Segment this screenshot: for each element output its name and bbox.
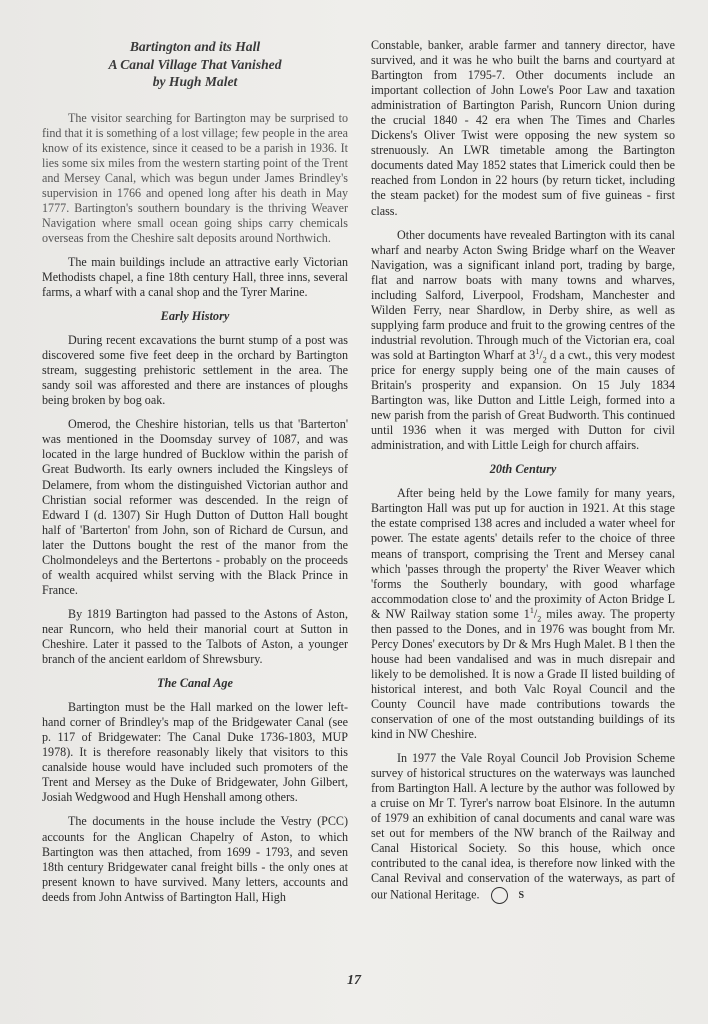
article-title bbox=[42, 38, 348, 91]
author-byline: by Hugh Malet bbox=[152, 74, 238, 89]
paragraph-1977 bbox=[371, 751, 675, 903]
paragraph-documents: The documents in the house include the Vestry (PCC) accounts for the Anglican Chapelry of Aston, to which Bartington was then attached, from 1699 - 1793, and seven 18th century Bridgewater canal freight bills - the only ones at present known to have survived. Many letters, accounts and deeds from John Antwiss of Bartington Hall, High bbox=[42, 814, 348, 904]
paragraph-buildings: The main buildings include an attractive early Victorian Methodists chapel, a fine 18th century Hall, three inns, several farms, a wharf with a canal shop and the Tyrer Marine. bbox=[42, 254, 348, 300]
page-number: 17 bbox=[347, 973, 361, 988]
right-column bbox=[371, 38, 675, 913]
paragraph-brindley-map: Bartington must be the Hall marked on the lower left-hand corner of Brindley's map of the Bridgewater Canal (see p. 117 of Bridgewater: The Canal Duke 1736-1803, MUP 1978). It is therefore reasonably likely that visitors to this canalside house would have included such promoters of the Trent and Mersey as the Duke of Bridgewater, John Gilbert, Josiah Wedgwood and Hugh Henshall among others. bbox=[42, 700, 348, 805]
paragraph-constable: Constable, banker, arable farmer and tannery director, have survived, and it was he who built the barns and courtyard at Bartington from 1795-7. Other documents include an important collection of John Lowe's Poor Law and taxation administration of Bartington Parish, Runcorn Union during the crucial 1840 - 42 era when The Times and Charles Dickens's Oliver Twist were opposing the new system so strenuously. An LWR timetable among the Bartington documents dated May 1852 states that Limerick could then be reached from London in 22 hours (by return ticket, including the steam packet) for the modest sum of five guineas - first class. bbox=[371, 38, 675, 218]
title-line-2: A Canal Village That Vanished bbox=[108, 56, 282, 72]
paragraph-excavations: During recent excavations the burnt stump of a post was discovered some five feet deep in the orchard by Bartington stream, suggesting prehistoric settlement in the area. The sandy soil was afforested and there are instances of ploughs being broken by bog oak. bbox=[42, 333, 348, 408]
paragraph-intro: The visitor searching for Bartington may be surprised to find that it is something of a lost village; few people in the area know of its existence, since it ceased to be a parish in 1936. It lies some six miles from the western starting point of the Trent and Mersey Canal, which was begun under James Brindley's supervision in 1766 and opened long after his death in May 1777. Bartington's southern boundary is the thriving Weaver Navigation where small ocean going ships carry chemicals overseas from the Cheshire salt deposits around Northwich. bbox=[42, 110, 348, 245]
heading-20th-century: 20th Century bbox=[489, 462, 557, 477]
paragraph-omerod: Omerod, the Cheshire historian, tells us that 'Barterton' was mentioned in the Doomsday survey of 1087, and was located in the large hundred of Bucklow within the parish of Great Budworth. Its early owners included the Kingsleys of Delamere, from whom the distinguished Victorian author and Christian social reformer was descended. In the reign of Edward I (d. 1307) Sir Hugh Dutton of Dutton Hall bought half of 'Barterton' from John, son of Richard de Cursun, and later the Duttons bought the rest of the manor from the Cholmondeleys and the Bertertons - probably on the proceeds of wealth acquired whilst serving with the Black Prince in France. bbox=[42, 417, 348, 597]
text-run: After being held by the Lowe family for many years, Bartington Hall was put up for auction in 1921. At this stage the estate comprised 138 acres and included a water wheel for power. The estate agents' details refer to the choice of three means of transport, comprising the Trent and Mersey canal which 'passes through the property' the River Weaver which 'forms the Southerly boundary, with good wharfage accommodation close to' and the proximity of Acton Bridge L & NW Railway station some 1 bbox=[371, 486, 675, 621]
text-run: d a cwt., this very modest price for energy supply being one of the main causes of Britain's prosperity and expansion. On 15 July 1834 Bartington was, like Dutton and Little Leigh, formed into a new parish from the parish of Great Budworth. This continued until 1936 when it was merged with Dutton for civil administration, and with Little Leigh for church affairs. bbox=[371, 347, 675, 453]
heading-canal-age: The Canal Age bbox=[156, 676, 234, 691]
paragraph-auction: After being held by the Lowe family for many years, Bartington Hall was put up for auction in 1921. At this stage the estate comprised 138 acres and included a water wheel for power. The estate agents' details refer to the choice of three means of transport, comprising the Trent and Mersey canal which 'passes through the property' the River Weaver which 'forms the Southerly boundary, with good wharfage accommodation close to' and the proximity of Acton Bridge L & NW Railway station some $1^1/_2$ miles away. The property then passed to the Dones, and in 1976 was bought from Mr. Percy Dones' executors by Dr & Mrs Hugh Malet. B l then the house had been vandalised and was in much disrepair and likely to be demolished. It is now a Grade II listed building of historical interest, and both Valc Royal Council and the County Council have made contributions towards the conservation of one of the most outstanding buildings of its kind in NW Cheshire. bbox=[371, 486, 675, 742]
text-run: Other documents have revealed Bartington with its canal wharf and nearby Acton Swing Bridge wharf on the Weaver Navigation, was a significant inland port, trading by barge, flat and narrow boats with many towns and wharves, including Salford, Liverpool, Frodsham, Manchester and Wilden Ferry, near Shardlow, in Derby shire, as well as supplying farm produce and fruit to the growing centres of the industrial revolution. Through much of the Victorian era, coal was sold at Bartington Wharf at 3 bbox=[371, 227, 675, 362]
paragraph-astons: By 1819 Bartington had passed to the Astons of Aston, near Runcorn, who held their manorial court at Sutton in Cheshire. Later it passed to the Talbots of Aston, a younger branch of the ancient earldom of Shrewsbury. bbox=[42, 606, 348, 667]
fraction-denominator: 2 bbox=[537, 614, 542, 624]
paragraph-inland-port: Other documents have revealed Bartington with its canal wharf and nearby Acton Swing Bridge wharf on the Weaver Navigation, was a significant inland port, trading by barge, flat and narrow boats with many towns and wharves, including Salford, Liverpool, Frodsham, Manchester and Wilden Ferry, near Shardlow, in Derby shire, as well as supplying farm produce and fruit to the growing centres of the industrial revolution. Through much of the Victorian era, coal was sold at Bartington Wharf at $3^1/_2$ d a cwt., this very modest price for energy supply being one of the main causes of Britain's prosperity and expansion. On 15 July 1834 Bartington was, like Dutton and Little Leigh, formed into a new parish from the parish of Great Budworth. This continued until 1936 when it was merged with Dutton for civil administration, and with Little Leigh for church affairs. bbox=[371, 227, 675, 453]
fraction-numerator: 1 bbox=[529, 605, 534, 615]
society-logo-icon: S bbox=[491, 887, 508, 904]
left-column bbox=[42, 38, 348, 914]
fraction-numerator: 1 bbox=[535, 346, 540, 356]
text-run: In 1977 the Vale Royal Council Job Provision Scheme survey of historical structures on the waterways was launched from Bartington Hall. A lecture by the author was followed by a cruise on Mr T. Tyrer's narrow boat Elsinore. In the autumn of 1979 an exhibition of canal documents and canal ware was set out for members of the NW branch of the Railway and Canal Historical Society. So this house, which once contributed to the canal idea, is therefore now linked with the Canal Revival and conservation of the waterways, as part of our National Heritage. bbox=[371, 751, 675, 901]
text-run: miles away. The property then passed to the Dones, and in 1976 was bought from Mr. Percy Dones' executors by Dr & Mrs Hugh Malet. B l then the house had been vandalised and was in much disrepair and likely to be demolished. It is now a Grade II listed building of historical interest, and both Valc Royal Council and the County Council have made contributions towards the conservation of one of the most outstanding buildings of its kind in NW Cheshire. bbox=[371, 606, 675, 742]
title-line-1: Bartington and its Hall bbox=[129, 39, 261, 54]
heading-early-history: Early History bbox=[160, 309, 230, 324]
fraction-denominator: 2 bbox=[542, 355, 547, 365]
